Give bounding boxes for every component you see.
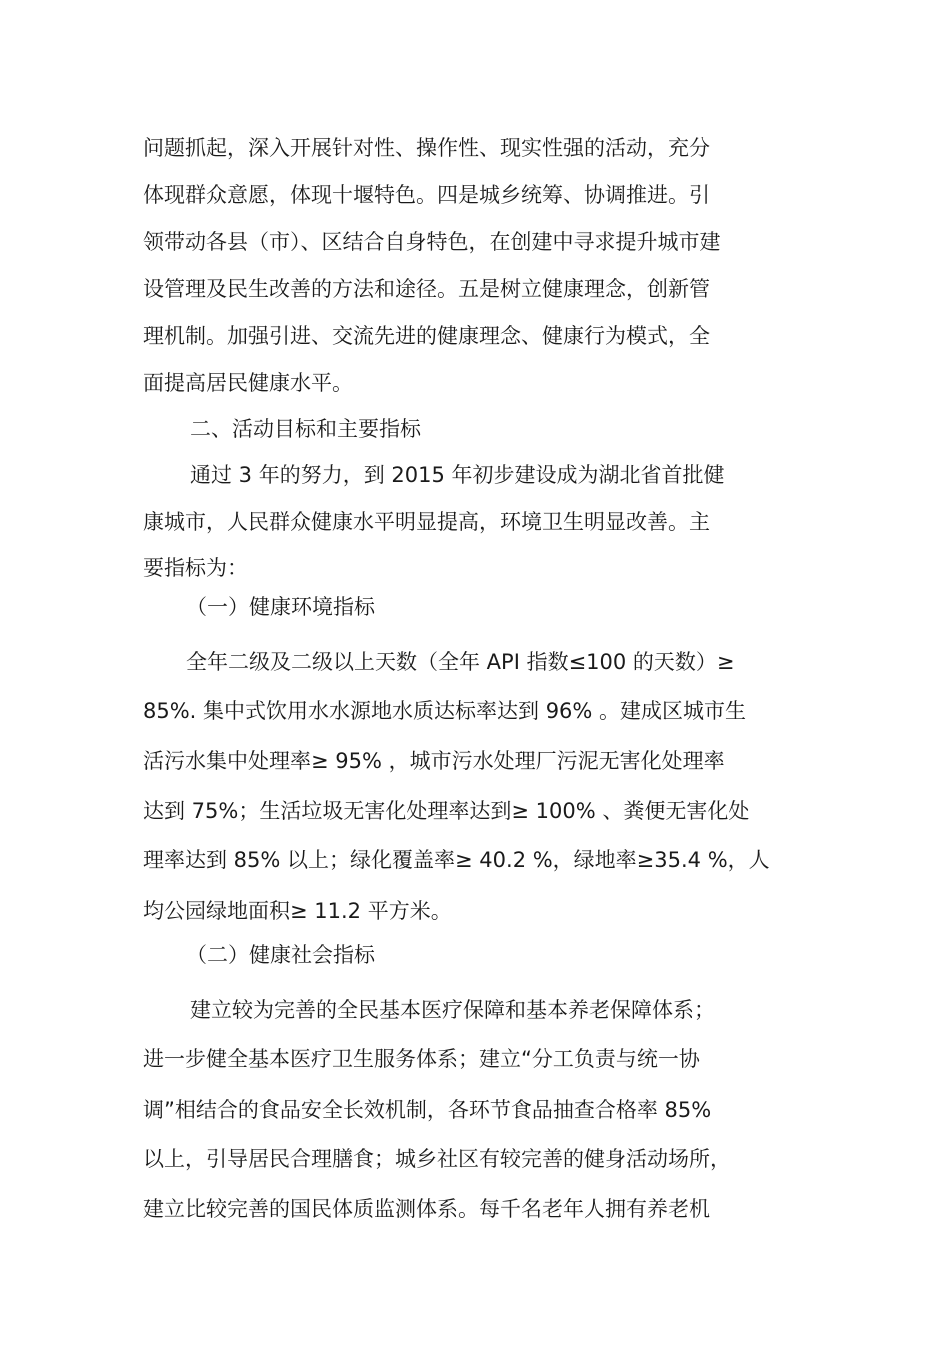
paragraph-line: 以上，引导居民合理膳食；城乡社区有较完善的健身活动场所， [143, 1147, 731, 1171]
paragraph-line: 建立比较完善的国民体质监测体系。每千名老年人拥有养老机 [143, 1197, 710, 1221]
section-heading: 二、活动目标和主要指标 [190, 417, 421, 441]
paragraph-line: 进一步健全基本医疗卫生服务体系；建立“分工负责与统一协 [143, 1047, 700, 1071]
paragraph-line: 理机制。加强引进、交流先进的健康理念、健康行为模式，全 [143, 324, 710, 348]
subsection-heading: （一）健康环境指标 [186, 595, 375, 619]
paragraph-line: 活污水集中处理率≥ 95% ，城市污水处理厂污泥无害化处理率 [143, 749, 725, 773]
paragraph-line: 85%. 集中式饮用水水源地水质达标率达到 96% 。建成区城市生 [143, 699, 747, 723]
paragraph-line: 体现群众意愿，体现十堰特色。四是城乡统筹、协调推进。引 [143, 183, 710, 207]
paragraph-line: 设管理及民生改善的方法和途径。五是树立健康理念，创新管 [143, 277, 710, 301]
paragraph-line: 通过 3 年的努力，到 2015 年初步建设成为湖北省首批健 [190, 463, 725, 487]
paragraph-line: 均公园绿地面积≥ 11.2 平方米。 [143, 899, 452, 923]
paragraph-line: 要指标为： [143, 556, 248, 580]
paragraph-line: 调”相结合的食品安全长效机制，各环节食品抽查合格率 85% [143, 1098, 712, 1122]
paragraph-line: 康城市，人民群众健康水平明显提高，环境卫生明显改善。主 [143, 510, 710, 534]
paragraph-line: 领带动各县（市）、区结合自身特色，在创建中寻求提升城市建 [143, 230, 721, 254]
paragraph-line: 达到 75%；生活垃圾无害化处理率达到≥ 100% 、粪便无害化处 [143, 799, 750, 823]
paragraph-line: 建立较为完善的全民基本医疗保障和基本养老保障体系； [190, 998, 715, 1022]
subsection-heading: （二）健康社会指标 [186, 943, 375, 967]
paragraph-line: 问题抓起，深入开展针对性、操作性、现实性强的活动，充分 [143, 136, 710, 160]
paragraph-line: 面提高居民健康水平。 [143, 371, 353, 395]
paragraph-line: 全年二级及二级以上天数（全年 API 指数≤100 的天数）≥ [186, 650, 735, 674]
paragraph-line: 理率达到 85% 以上；绿化覆盖率≥ 40.2 %，绿地率≥35.4 %，人 [143, 848, 770, 872]
